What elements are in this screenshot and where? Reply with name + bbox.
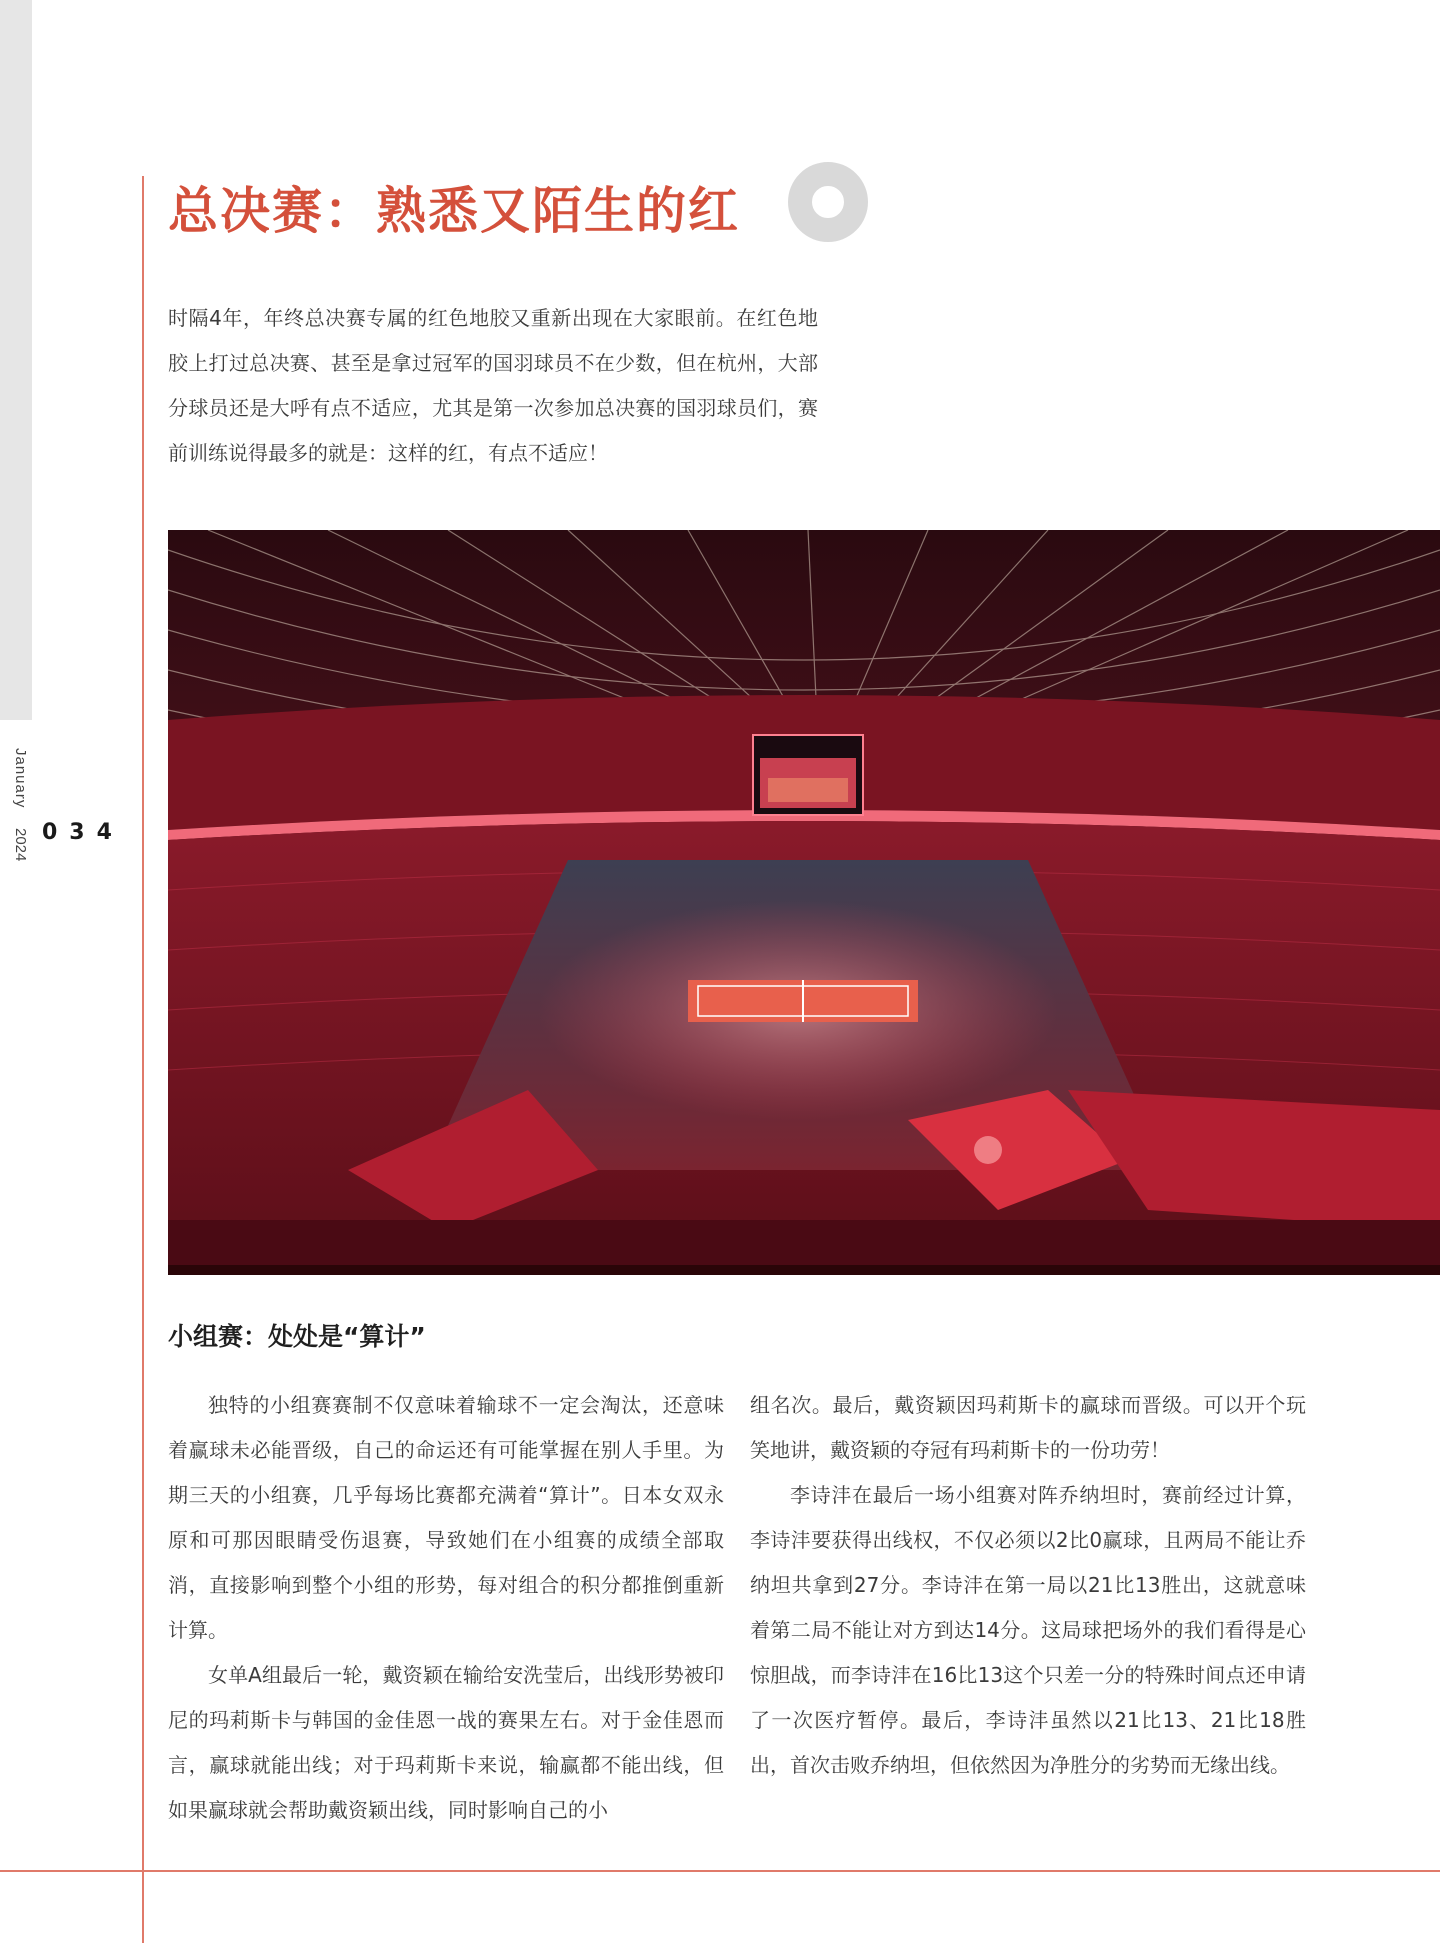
body-paragraph: 独特的小组赛赛制不仅意味着输球不一定会淘汰，还意味着赢球未必能晋级，自己的命运还有可能掌握在别人手里。为期三天的小组赛，几乎每场比赛都充满着“算计”。日本女双永原和可那因眼睛受伤退赛，导致她们在小组赛的成绩全部取消，直接影响到整个小组的形势，每对组合的积分都推倒重新计算。 — [168, 1393, 724, 1642]
decorative-ring-icon — [788, 162, 868, 242]
footer-rule — [0, 1870, 1440, 1872]
side-strip — [0, 0, 32, 720]
issue-year: 2024 — [12, 828, 29, 862]
page-number: 034 — [42, 820, 124, 845]
body-column-left — [168, 1383, 724, 1833]
intro-paragraph: 时隔4年，年终总决赛专属的红色地胶又重新出现在大家眼前。在红色地胶上打过总决赛、甚至是拿过冠军的国羽球员不在少数，但在杭州，大部分球员还是大呼有点不适应，尤其是第一次参加总决赛的国羽球员们，赛前训练说得最多的就是：这样的红，有点不适应！ — [168, 306, 818, 465]
margin-rule — [142, 176, 144, 1943]
section-heading: 小组赛：处处是“算计” — [168, 1322, 426, 1351]
body-column-right — [750, 1383, 1306, 1788]
issue-month: January — [12, 748, 29, 809]
body-paragraph: 女单A组最后一轮，戴资颖在输给安洗莹后，出线形势被印尼的玛莉斯卡与韩国的金佳恩一战的赛果左右。对于金佳恩而言，赢球就能出线；对于玛莉斯卡来说，输赢都不能出线，但如果赢球就会帮助戴资颖出线，同时影响自己的小 — [168, 1663, 724, 1822]
body-paragraph: 组名次。最后，戴资颖因玛莉斯卡的赢球而晋级。可以开个玩笑地讲，戴资颖的夺冠有玛莉斯卡的一份功劳！ — [750, 1393, 1306, 1462]
arena-photo — [168, 530, 1440, 1275]
body-paragraph: 李诗沣在最后一场小组赛对阵乔纳坦时，赛前经过计算，李诗沣要获得出线权，不仅必须以2比0赢球，且两局不能让乔纳坦共拿到27分。李诗沣在第一局以21比13胜出，这就意味着第二局不能让对方到达14分。这局球把场外的我们看得是心惊胆战，而李诗沣在16比13这个只差一分的特殊时间点还申请了一次医疗暂停。最后，李诗沣虽然以21比13、21比18胜出，首次击败乔纳坦，但依然因为净胜分的劣势而无缘出线。 — [750, 1483, 1306, 1777]
article-title: 总决赛：熟悉又陌生的红 — [168, 181, 740, 240]
